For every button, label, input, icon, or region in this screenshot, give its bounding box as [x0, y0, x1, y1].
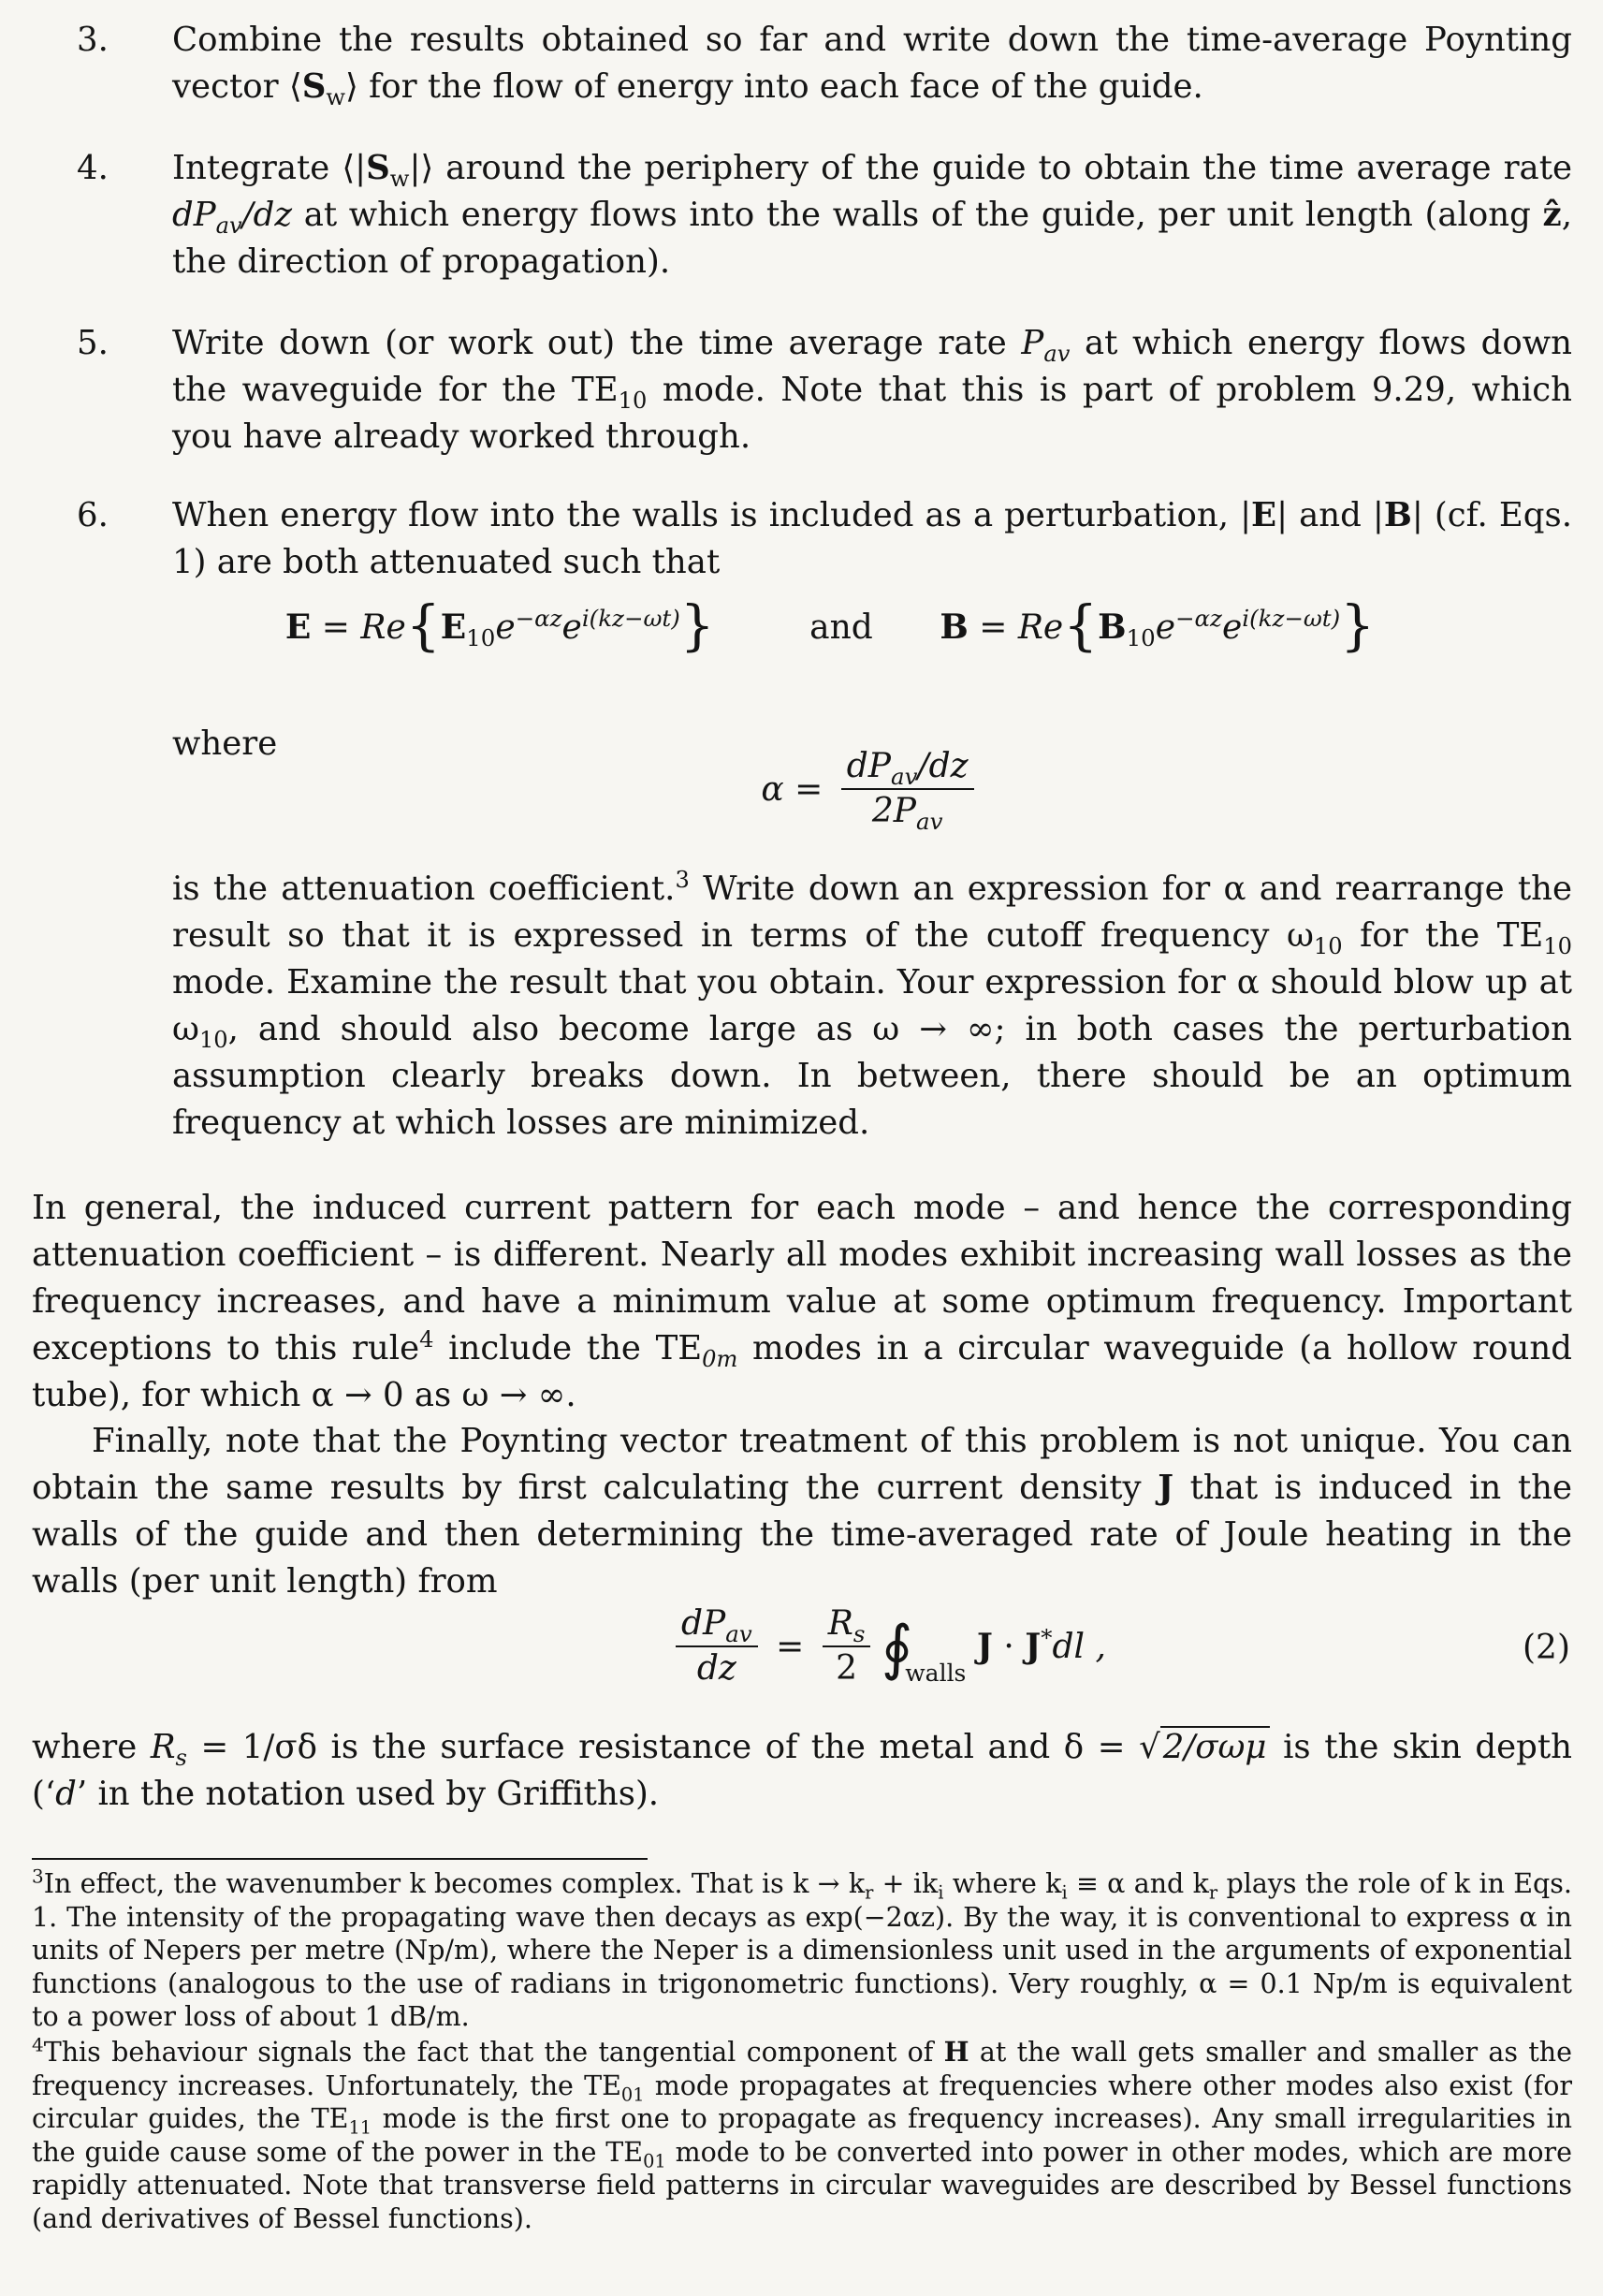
- equation-alpha: α = $\frac{dP_{av}/dz}{2P_{av}}$: [32, 745, 1572, 833]
- equation-attenuated-fields: $E = Re\{E_{10}e^{-\alpha z}e^{i(kz-\omega t)}\}$ and $B = Re\{B_{10}e^{-\alpha z}e^{i(kz-\omega t)}\}$: [284, 593, 1376, 657]
- footnote-4: $^4$This behaviour signals the fact that the tangential component of H at the wall gets smaller and smaller as the frequency increases. Unfortunately, the $TE_{01}$ mode propagates at frequencies where other modes also exist (for circular guides, the $TE_{11}$ mode is the first one to propagate as frequency increases). Any small irregularities in the guide cause some of the power in the $TE_{01}$ mode to be converted into power in other modes, which are more rapidly attenuated. Note that transverse field patterns in circular waveguides are described by Bessel functions (and derivatives of Bessel functions).: [32, 2033, 1573, 2234]
- item-number: 5.: [77, 324, 109, 362]
- paragraph-surface-resistance: where $R_s = 1/\sigma\delta$ is the surface resistance of the metal and δ = √2/σωμ is the skin depth (‘d’ in the notation used by Griffiths).: [32, 1728, 1573, 1813]
- footnote-3: $^3$In effect, the wavenumber k becomes complex. That is $k \to k_r + ik_i$ where $k_i \equiv \alpha$ and $k_r$ plays the role of k in Eqs. 1. The intensity of the propagating wave then decays as exp(−2αz). By the way, it is conventional to express α in units of Nepers per metre (Np/m), where the Neper is a dimensionless unit used in the arguments of exponential functions (analogous to the use of radians in trigonometric functions). Very roughly, α = 0.1 Np/m is equivalent to a power loss of about 1 dB/m.: [32, 1865, 1572, 2032]
- item-6-continuation: is the attenuation coefficient.$^3$ Write down an expression for α and rearrange the result so that it is expressed in terms of the cutoff frequency $\omega_{10}$ for the $TE_{10}$ mode. Examine the result that you obtain. Your expression for α should blow up at $\omega_{10}$, and should also become large as ω → ∞; in both cases the perturbation assumption clearly breaks down. In between, there should be an optimum frequency at which losses are minimized.: [172, 867, 1572, 1142]
- footnote-rule: [32, 1858, 648, 1860]
- list-item-4: [77, 145, 1572, 285]
- item-number: 4.: [77, 149, 109, 187]
- item-text: Integrate $⟨|S_w|⟩$ around the periphery of the guide to obtain the time average rate $dP_{av}/dz$ at which energy flows into the walls of the guide, per unit length (along ẑ, the direction of propagation).: [172, 149, 1572, 281]
- list-item-6: [77, 492, 1572, 586]
- equation-number: (2): [1523, 1629, 1570, 1667]
- item-number: 3.: [77, 21, 109, 59]
- item-number: 6.: [77, 496, 109, 534]
- footnote-ref-3: 3: [675, 867, 690, 894]
- equation-joule-heating: $\frac{dP_{av}}{dz}$ = $\frac{R_s}{2}$ $∮_{walls}$ J · J*dl ,: [32, 1602, 1572, 1690]
- footnote-ref-4: 4: [419, 1326, 434, 1353]
- item-text: Combine the results obtained so far and write down the time-average Poynting vector $⟨S_w⟩$ for the flow of energy into each face of the guide.: [172, 21, 1572, 111]
- list-item-3: [77, 17, 1572, 110]
- paragraph-general: In general, the induced current pattern for each mode – and hence the corresponding attenuation coefficient – is different. Nearly all modes exhibit increasing wall losses as the frequency increases, and have a minimum value at some optimum frequency. Important exceptions to this rule$^4$ include the $TE_{0m}$ modes in a circular waveguide (a hollow round tube), for which α → 0 as ω → ∞.: [32, 1189, 1573, 1414]
- list-item-5: [77, 320, 1572, 461]
- paragraph-finally: Finally, note that the Poynting vector treatment of this problem is not unique. You can obtain the same results by first calculating the current density J that is induced in the walls of the guide and then determining the time-averaged rate of Joule heating in the walls (per unit length) from: [32, 1422, 1572, 1601]
- where-label: where: [172, 724, 278, 763]
- item-text: When energy flow into the walls is included as a perturbation, |E| and |B| (cf. Eqs. 1) are both attenuated such that: [172, 496, 1572, 581]
- item-text: Write down (or work out) the time average rate $P_{av}$ at which energy flows down the waveguide for the $TE_{10}$ mode. Note that this is part of problem 9.29, which you have already worked through.: [172, 324, 1572, 456]
